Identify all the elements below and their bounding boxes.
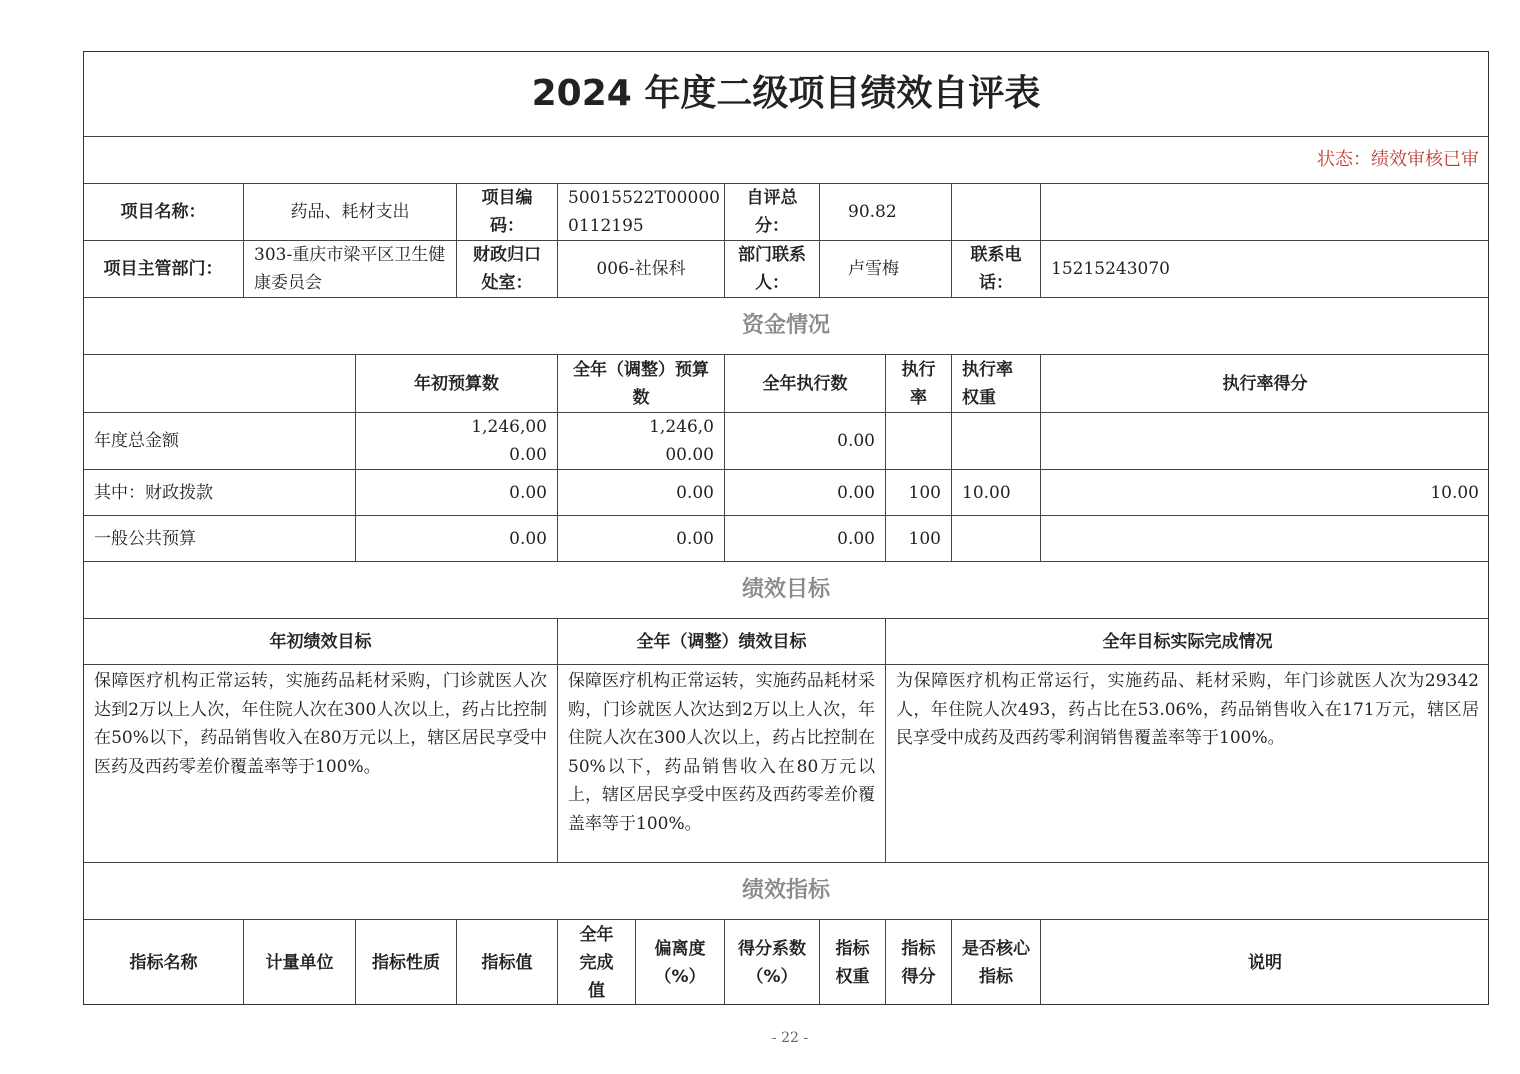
funds-header-initial: 年初预算数 (414, 373, 499, 394)
indicators-section-title: 绩效指标 (741, 878, 830, 903)
indicator-header-coefficient: 得分系数（%） (738, 938, 806, 987)
funds-row-weight (952, 413, 1040, 469)
contact-value: 卢雪梅 (848, 259, 899, 279)
funds-row-weight: 10.00 (962, 482, 1011, 503)
page-number: - 22 - (771, 1030, 809, 1046)
dept-value: 303-重庆市梁平区卫生健康委员会 (254, 245, 446, 293)
indicator-header-unit: 计量单位 (265, 952, 334, 973)
project-name-value: 药品、耗材支出 (290, 202, 410, 222)
funds-header-score: 执行率得分 (1222, 373, 1308, 394)
project-name-label: 项目名称： (120, 202, 206, 222)
status-badge: 状态：绩效审核已审 (1317, 149, 1479, 170)
funds-row-name: 一般公共预算 (94, 528, 196, 549)
funds-row-initial: 0.00 (509, 528, 547, 549)
funds-section-title: 资金情况 (741, 313, 830, 338)
contact-label: 部门联系人： (738, 245, 806, 293)
funds-header-executed: 全年执行数 (762, 373, 848, 394)
funds-row-executed: 0.00 (837, 482, 875, 503)
phone-value: 15215243070 (1051, 259, 1170, 279)
funds-header-rate: 执行率 (901, 359, 936, 408)
funds-row-rate: 100 (908, 482, 941, 503)
funds-row-weight (952, 516, 1040, 561)
funds-row-adjusted: 0.00 (676, 482, 714, 503)
goal-actual-text: 为保障医疗机构正常运行，实施药品、耗材采购，年门诊就医人次为29342人，年住院人次493，药占比在53.06%，药品销售收入在171万元，辖区居民享受中成药及西药零利润销售覆盖率等于100%。 (896, 671, 1479, 748)
indicator-header-weight: 指标权重 (835, 938, 870, 987)
finance-office-label: 财政归口处室： (473, 245, 541, 293)
funds-row-name: 年度总金额 (94, 431, 179, 451)
funds-header-adjusted: 全年（调整）预算数 (573, 359, 709, 408)
indicator-header-core: 是否核心指标 (962, 938, 1030, 987)
goals-header-actual: 全年目标实际完成情况 (1102, 631, 1273, 652)
funds-row-name: 其中：财政拨款 (94, 482, 213, 503)
indicator-header-value: 指标值 (481, 952, 533, 973)
phone-label: 联系电话： (970, 245, 1022, 293)
funds-row-executed: 0.00 (837, 431, 875, 451)
goals-header-initial: 年初绩效目标 (269, 631, 372, 652)
indicator-header-score: 指标得分 (901, 938, 936, 987)
indicator-header-deviation: 偏离度（%） (654, 938, 706, 987)
funds-row-initial: 0.00 (509, 482, 547, 503)
funds-row-executed: 0.00 (837, 528, 875, 549)
dept-label: 项目主管部门： (103, 259, 223, 279)
goal-adjusted-text: 保障医疗机构正常运转，实施药品耗材采购，门诊就医人次达到2万以上人次，年住院人次在300人次以上，药占比控制在50%以下，药品销售收入在80万元以上，辖区居民享受中医药及西药零差价覆盖率等于100%。 (568, 671, 875, 834)
total-score-label: 自评总分： (746, 188, 798, 236)
funds-row-rate: 100 (908, 528, 941, 549)
indicator-header-completed: 全年完成值 (579, 924, 614, 1001)
indicator-header-note: 说明 (1248, 952, 1282, 973)
funds-row-score (1041, 516, 1489, 561)
indicator-header-nature: 指标性质 (372, 952, 440, 973)
goal-initial-text: 保障医疗机构正常运转，实施药品耗材采购，门诊就医人次达到2万以上人次，年住院人次在300人次以上，药占比控制在50%以下，药品销售收入在80万元以上，辖区居民享受中医药及西药零差价覆盖率等于100%。 (94, 671, 547, 777)
funds-row-score (1041, 413, 1489, 469)
funds-row-rate (886, 413, 951, 469)
funds-header-weight: 执行率权重 (962, 359, 1013, 408)
total-score-value: 90.82 (848, 202, 897, 222)
funds-row-initial: 1,246,000.00 (471, 417, 547, 465)
finance-office-value: 006-社保科 (596, 259, 686, 279)
funds-row-score: 10.00 (1430, 482, 1479, 503)
project-code-value: 50015522T000000112195 (568, 188, 720, 236)
funds-row-adjusted: 1,246,000.00 (649, 417, 714, 465)
goals-header-adjusted: 全年（调整）绩效目标 (636, 631, 807, 652)
funds-row-adjusted: 0.00 (676, 528, 714, 549)
goals-section-title: 绩效目标 (741, 577, 830, 602)
page-title: 2024 年度二级项目绩效自评表 (531, 73, 1041, 114)
project-code-label: 项目编码： (481, 188, 533, 236)
indicator-header-name: 指标名称 (129, 952, 198, 973)
